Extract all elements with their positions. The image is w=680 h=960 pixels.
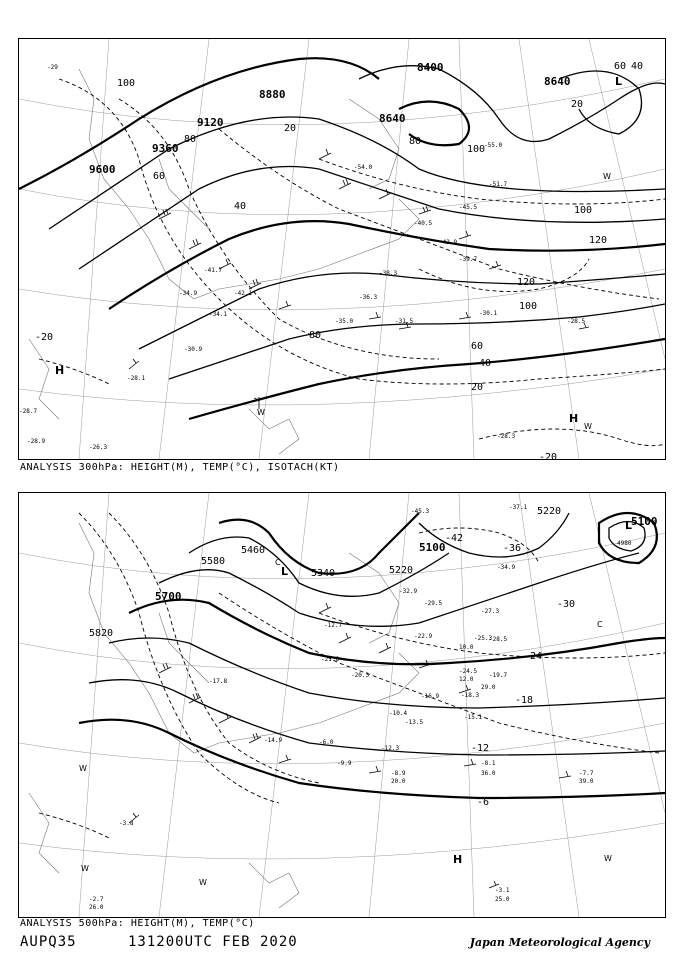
isotach-label: 60 bbox=[471, 341, 484, 352]
station-value: -15.1 bbox=[464, 714, 483, 721]
temp-label: -35.0 bbox=[335, 318, 354, 325]
height-label: 5700 bbox=[155, 590, 182, 603]
temp-label: -55.0 bbox=[484, 142, 503, 149]
low-pressure-symbol: L bbox=[615, 75, 623, 88]
height-label: 9120 bbox=[197, 116, 224, 129]
isotach-label: 100 bbox=[574, 205, 593, 216]
bulletin-code: AUPQ35 bbox=[20, 934, 77, 950]
station-value: -29.5 bbox=[424, 600, 443, 607]
height-label: 5220 bbox=[537, 506, 562, 517]
warm-symbol: W bbox=[604, 854, 612, 863]
temp-contour-label: -6 bbox=[477, 797, 490, 808]
station-value: -28.5 bbox=[489, 636, 508, 643]
isotach-label: 40 bbox=[631, 61, 644, 72]
temp-label: -41.7 bbox=[204, 267, 223, 274]
station-value: 25.0 bbox=[495, 896, 510, 903]
station-value: -10.4 bbox=[389, 710, 408, 717]
map-500hpa bbox=[18, 492, 666, 918]
temp-label: -20 bbox=[539, 452, 558, 459]
station-value: -27.3 bbox=[481, 608, 500, 615]
low-pressure-symbol: L bbox=[281, 565, 289, 578]
warm-symbol: W bbox=[199, 878, 207, 887]
station-value: 39.0 bbox=[579, 778, 594, 785]
cold-symbol: C bbox=[597, 620, 603, 629]
temp-label: -34.9 bbox=[179, 290, 198, 297]
temperature-label-group bbox=[19, 64, 585, 459]
warm-symbol: W bbox=[81, 864, 89, 873]
isotach-label: 20 bbox=[471, 382, 484, 393]
isotach-label: 20 bbox=[284, 123, 297, 134]
temp-label: -20 bbox=[35, 332, 54, 343]
station-value: 36.0 bbox=[481, 770, 496, 777]
temp-label: -39.7 bbox=[459, 256, 478, 263]
height-label: 4980 bbox=[617, 540, 632, 547]
height-label: 5820 bbox=[89, 628, 114, 639]
height-label: 8640 bbox=[544, 75, 571, 88]
temp-label: -28.5 bbox=[567, 318, 586, 325]
station-value: -9.9 bbox=[337, 760, 352, 767]
temp-label: -30.1 bbox=[479, 310, 498, 317]
temp-label: -42.1 bbox=[234, 290, 253, 297]
agency-credit: Japan Meteorological Agency bbox=[469, 936, 650, 949]
station-value: 29.0 bbox=[481, 684, 496, 691]
temp-label: -31.5 bbox=[395, 318, 414, 325]
high-pressure-symbol: H bbox=[569, 412, 579, 425]
graticule bbox=[19, 39, 665, 459]
height-label: 9600 bbox=[89, 163, 116, 176]
low-pressure-symbol: L bbox=[625, 519, 633, 532]
isotach-label: 100 bbox=[467, 144, 486, 155]
warm-symbol: W bbox=[603, 172, 611, 181]
station-value: -21.8 bbox=[321, 656, 340, 663]
station-value: -34.9 bbox=[497, 564, 516, 571]
station-value: 26.0 bbox=[89, 904, 104, 911]
temp-label: -38.3 bbox=[379, 270, 398, 277]
temp-label: -26.3 bbox=[89, 444, 108, 451]
height-contours bbox=[19, 58, 665, 419]
temp-label: -40.5 bbox=[414, 220, 433, 227]
temp-label: -28.7 bbox=[19, 408, 38, 415]
station-value: -12.3 bbox=[381, 745, 400, 752]
map-300hpa bbox=[18, 38, 666, 460]
isotach-label: 20 bbox=[571, 99, 584, 110]
height-label: 5580 bbox=[201, 556, 226, 567]
temp-label: -45.5 bbox=[459, 204, 478, 211]
height-label: 8640 bbox=[379, 112, 406, 125]
station-value: -20.3 bbox=[351, 672, 370, 679]
station-value: -17.8 bbox=[209, 678, 228, 685]
high-pressure-symbol: H bbox=[453, 853, 463, 866]
isotach-label: 80 bbox=[184, 134, 197, 145]
height-label: 8400 bbox=[417, 61, 444, 74]
height-label: 9360 bbox=[152, 142, 179, 155]
temp-label: -36.3 bbox=[359, 294, 378, 301]
station-value: 12.0 bbox=[459, 676, 474, 683]
station-value: -6.0 bbox=[319, 739, 334, 746]
station-value: -2.7 bbox=[89, 896, 104, 903]
temp-label: -54.0 bbox=[354, 164, 373, 171]
isotach-label: 80 bbox=[309, 330, 322, 341]
station-value: -3.8 bbox=[119, 820, 134, 827]
cold-symbol: C bbox=[275, 558, 281, 567]
warm-symbol: W bbox=[584, 422, 592, 431]
station-value: -7.7 bbox=[579, 770, 594, 777]
map-caption-500hpa: ANALYSIS 500hPa: HEIGHT(M), TEMP(°C) bbox=[20, 918, 255, 929]
temp-label: -51.7 bbox=[489, 181, 508, 188]
station-value: -19.7 bbox=[489, 672, 508, 679]
isotach-label: 40 bbox=[479, 358, 492, 369]
isotach-label: 100 bbox=[519, 301, 538, 312]
temp-label: -28.9 bbox=[27, 438, 46, 445]
station-value: -37.1 bbox=[509, 504, 528, 511]
station-value: -24.5 bbox=[459, 668, 478, 675]
station-value: 10.0 bbox=[459, 644, 474, 651]
isotach-lines bbox=[39, 79, 665, 446]
height-contours bbox=[79, 513, 665, 798]
station-value: -45.3 bbox=[411, 508, 430, 515]
isotach-label: 120 bbox=[589, 235, 608, 246]
high-pressure-symbol: H bbox=[55, 364, 65, 377]
station-value: -18.3 bbox=[461, 692, 480, 699]
temp-label: -34.1 bbox=[209, 311, 228, 318]
isotach-label: 120 bbox=[517, 277, 536, 288]
warm-symbol: W bbox=[257, 408, 265, 417]
temp-label: -28.3 bbox=[497, 433, 516, 440]
isotach-label: 80 bbox=[409, 136, 422, 147]
height-label: 5340 bbox=[311, 568, 336, 579]
warm-symbol: W bbox=[79, 764, 87, 773]
temp-label: -30.9 bbox=[184, 346, 203, 353]
station-value: -14.9 bbox=[264, 737, 283, 744]
analysis-time: 131200UTC FEB 2020 bbox=[128, 934, 298, 950]
map-caption-300hpa: ANALYSIS 300hPa: HEIGHT(M), TEMP(°C), ISOTACH(KT) bbox=[20, 462, 340, 473]
height-label: 5460 bbox=[241, 545, 266, 556]
station-value: -13.5 bbox=[405, 719, 424, 726]
isotach-label: 60 bbox=[614, 61, 627, 72]
temp-contour-label: -30 bbox=[557, 599, 576, 610]
height-label: 5220 bbox=[389, 565, 414, 576]
temp-label: -29 bbox=[47, 64, 58, 71]
height-label: 5100 bbox=[631, 515, 658, 528]
coastline bbox=[29, 523, 419, 908]
map-300hpa-canvas bbox=[19, 39, 665, 459]
temp-contour-label: -18 bbox=[515, 695, 534, 706]
pressure-symbols bbox=[79, 519, 632, 887]
station-value: -3.1 bbox=[495, 887, 510, 894]
station-value: -8.1 bbox=[481, 760, 496, 767]
temp-contour-label: -42 bbox=[445, 533, 464, 544]
station-value: -8.9 bbox=[391, 770, 406, 777]
station-value: -22.9 bbox=[414, 633, 433, 640]
temp-contour-label: -24 bbox=[524, 651, 543, 662]
station-value: -32.9 bbox=[399, 588, 418, 595]
temp-contour-label: -12 bbox=[471, 743, 490, 754]
map-500hpa-canvas bbox=[19, 493, 665, 917]
isotach-label: 40 bbox=[234, 201, 247, 212]
height-label: 8880 bbox=[259, 88, 286, 101]
station-value: -25.3 bbox=[474, 635, 493, 642]
station-value: -12.7 bbox=[324, 622, 343, 629]
height-label: 5100 bbox=[419, 541, 446, 554]
temp-label: -28.1 bbox=[127, 375, 146, 382]
temp-contour-label: -36 bbox=[503, 543, 522, 554]
isotach-label: 60 bbox=[153, 171, 166, 182]
station-value: -16.9 bbox=[421, 693, 440, 700]
station-value: 20.0 bbox=[391, 778, 406, 785]
temp-label: -42.9 bbox=[439, 239, 458, 246]
isotach-label: 100 bbox=[117, 78, 136, 89]
station-value-group bbox=[89, 504, 594, 911]
